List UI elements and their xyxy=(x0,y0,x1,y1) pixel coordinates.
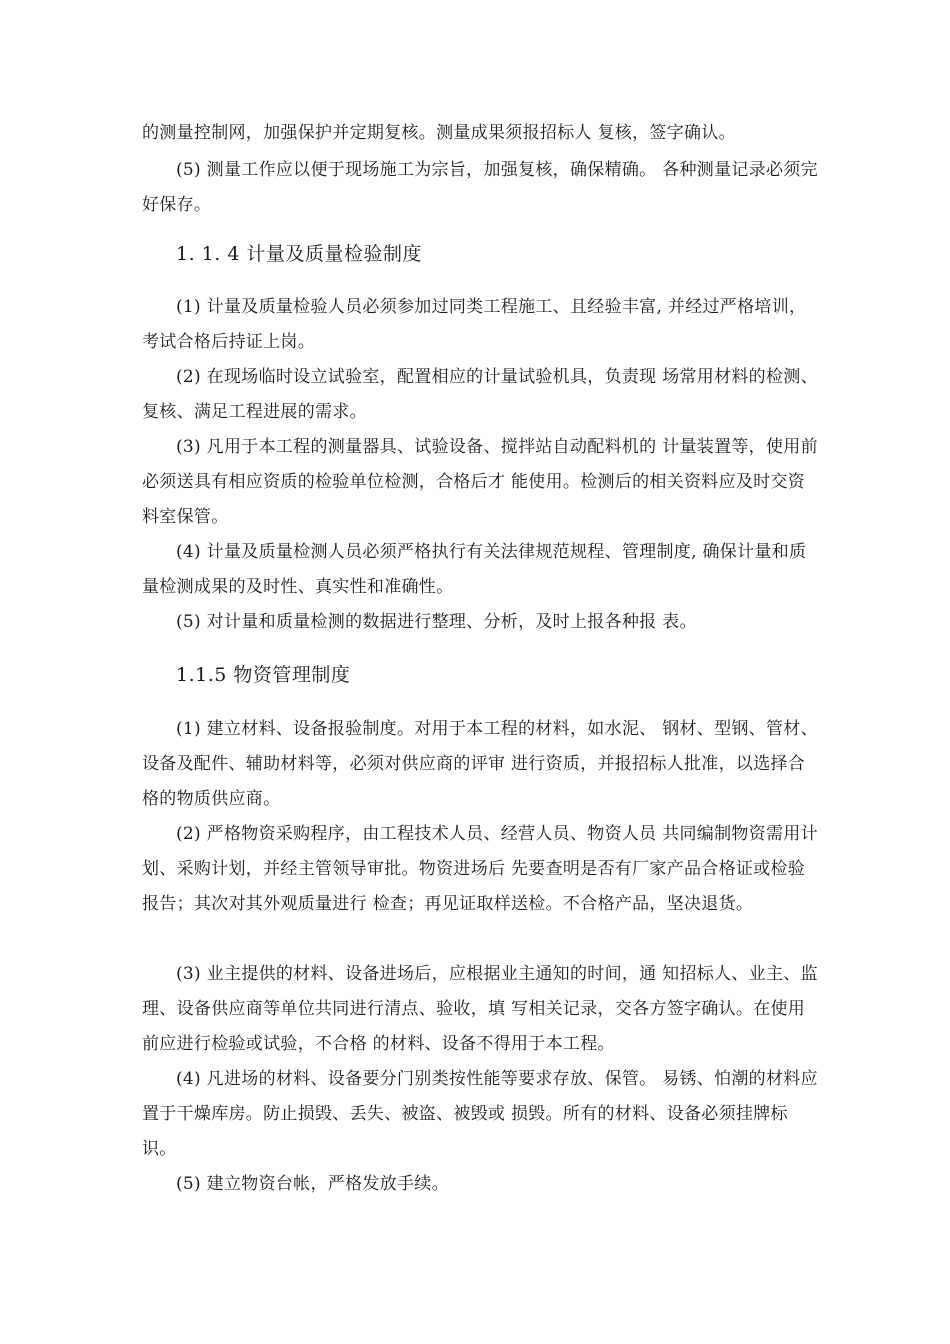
paragraph: (1) 计量及质量检验人员必须参加过同类工程施工、且经验丰富, 并经过严格培训，考试合格后持证上岗。 xyxy=(142,297,807,352)
paragraph: (2) 严格物资采购程序，由工程技术人员、经营人员、物资人员 共同编制物资需用计划、采购计划，并经主管领导审批。物资进场后 先要查明是否有厂家产品合格证或检验报告；其次对其外观质量进行 检查；再见证取样送检。不合格产品，坚决退货。 xyxy=(142,824,818,914)
paragraph: (3) 凡用于本工程的测量器具、试验设备、搅拌站自动配料机的 计量装置等，使用前必须送具有相应资质的检验单位检测，合格后才 能使用。检测后的相关资料应及时交资料室保管。 xyxy=(142,437,818,527)
paragraph: (4) 计量及质量检测人员必须严格执行有关法律规范规程、管理制度, 确保计量和质量检测成果的及时性、真实性和准确性。 xyxy=(142,542,807,597)
paragraph: (5) 对计量和质量检测的数据进行整理、分析，及时上报各种报 表。 xyxy=(176,612,697,632)
paragraph: (5) 测量工作应以便于现场施工为宗旨，加强复核，确保精确。 各种测量记录必须完好保存。 xyxy=(142,160,818,215)
section-heading: 1.1.5 物资管理制度 xyxy=(176,664,351,686)
paragraph: (3) 业主提供的材料、设备进场后，应根据业主通知的时间，通 知招标人、业主、监理、设备供应商等单位共同进行清点、验收，填 写相关记录，交各方签字确认。在使用前应进行检验或试验，不合格 的材料、设备不得用于本工程。 xyxy=(142,964,818,1054)
paragraph: 的测量控制网，加强保护并定期复核。测量成果须报招标人 复核，签字确认。 xyxy=(142,123,736,143)
section-heading: 1. 1. 4 计量及质量检验制度 xyxy=(176,243,422,265)
paragraph: (2) 在现场临时设立试验室，配置相应的计量试验机具，负责现 场常用材料的检测、复核、满足工程进展的需求。 xyxy=(142,367,818,422)
paragraph: (1) 建立材料、设备报验制度。对用于本工程的材料，如水泥、 钢材、型钢、管材、设备及配件、辅助材料等，必须对供应商的评审 进行资质，并报招标人批准，以选择合格的物质供应商。 xyxy=(142,719,818,809)
paragraph: (4) 凡进场的材料、设备要分门别类按性能等要求存放、保管。 易锈、怕潮的材料应置于干燥库房。防止损毁、丢失、被盗、被毁或 损毁。所有的材料、设备必须挂牌标识。 xyxy=(142,1069,818,1159)
paragraph: (5) 建立物资台帐，严格发放手续。 xyxy=(176,1174,449,1194)
